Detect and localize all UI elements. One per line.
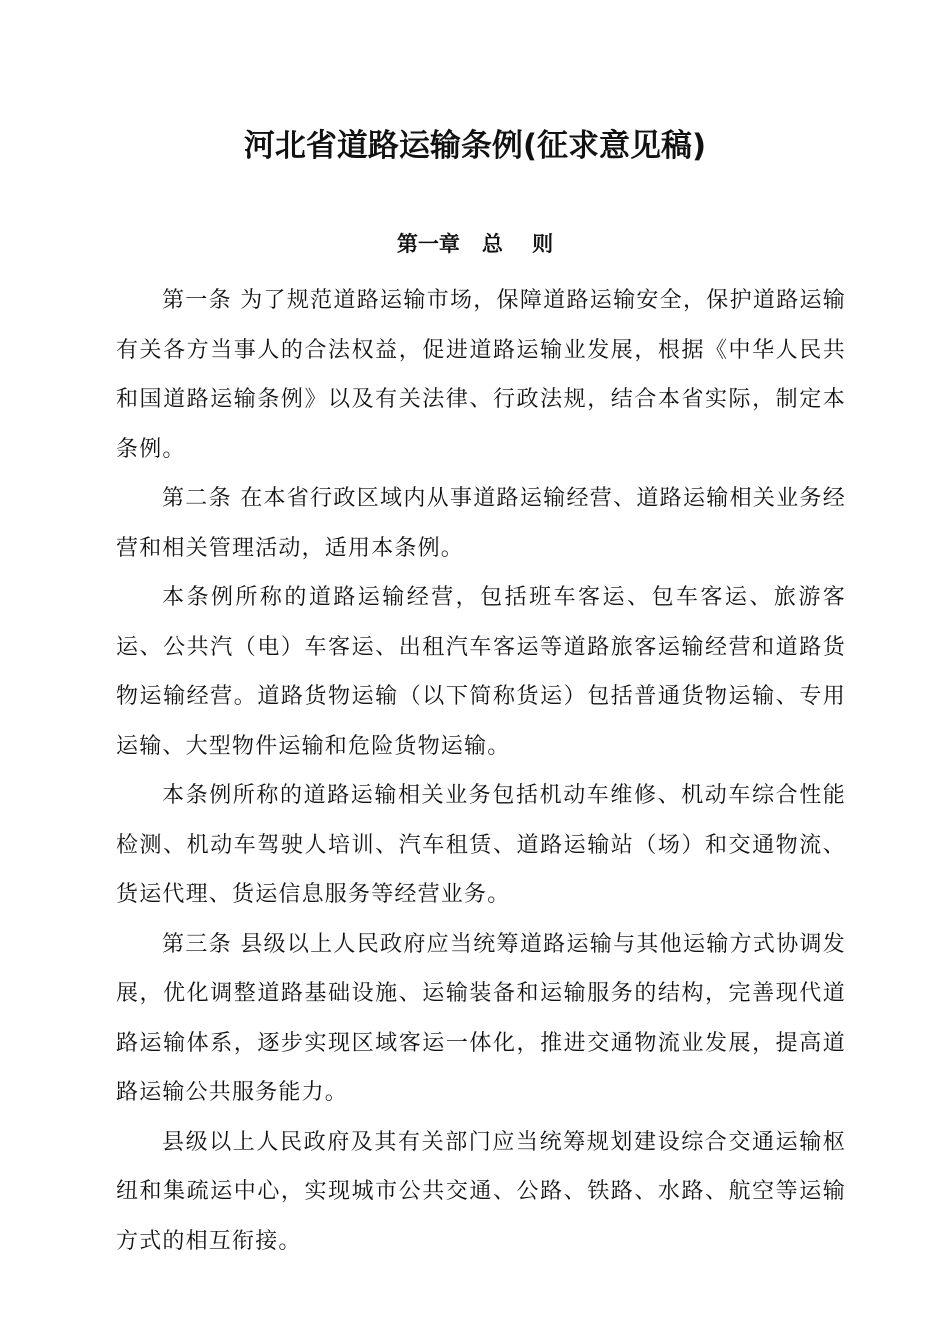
paragraph-related-business: 本条例所称的道路运输相关业务包括机动车维修、机动车综合性能检测、机动车驾驶人培训、汽车租赁、道路运输站（场）和交通物流、货运代理、货运信息服务等经营业务。: [116, 783, 846, 907]
document-title: 河北省道路运输条例(征求意见稿): [243, 128, 707, 164]
paragraph-article-1: 第一条 为了规范道路运输市场，保障道路运输安全，保护道路运输有关各方当事人的合法权益，促进道路运输业发展，根据《中华人民共和国道路运输条例》以及有关法律、行政法规，结合本省实际，制定本条例。: [116, 288, 846, 462]
document-body: [116, 276, 846, 1266]
paragraph-article-2: 第二条 在本省行政区域内从事道路运输经营、道路运输相关业务经营和相关管理活动，适用本条例。: [116, 486, 846, 561]
paragraph-article-3: 第三条 县级以上人民政府应当统筹道路运输与其他运输方式协调发展，优化调整道路基础设施、运输装备和运输服务的结构，完善现代道路运输体系，逐步实现区域客运一体化，推进交通物流业发展，提高道路运输公共服务能力。: [116, 931, 846, 1105]
chapter-heading: 第一章 总 则: [396, 232, 554, 256]
paragraph-transport-hubs: 县级以上人民政府及其有关部门应当统筹规划建设综合交通运输枢纽和集疏运中心，实现城市公共交通、公路、铁路、水路、航空等运输方式的相互衔接。: [116, 1129, 846, 1254]
paragraph-transport-operations: 本条例所称的道路运输经营，包括班车客运、包车客运、旅游客运、公共汽（电）车客运、出租汽车客运等道路旅客运输经营和道路货物运输经营。道路货物运输（以下简称货运）包括普通货物运输、专用运输、大型物件运输和危险货物运输。: [116, 585, 846, 759]
